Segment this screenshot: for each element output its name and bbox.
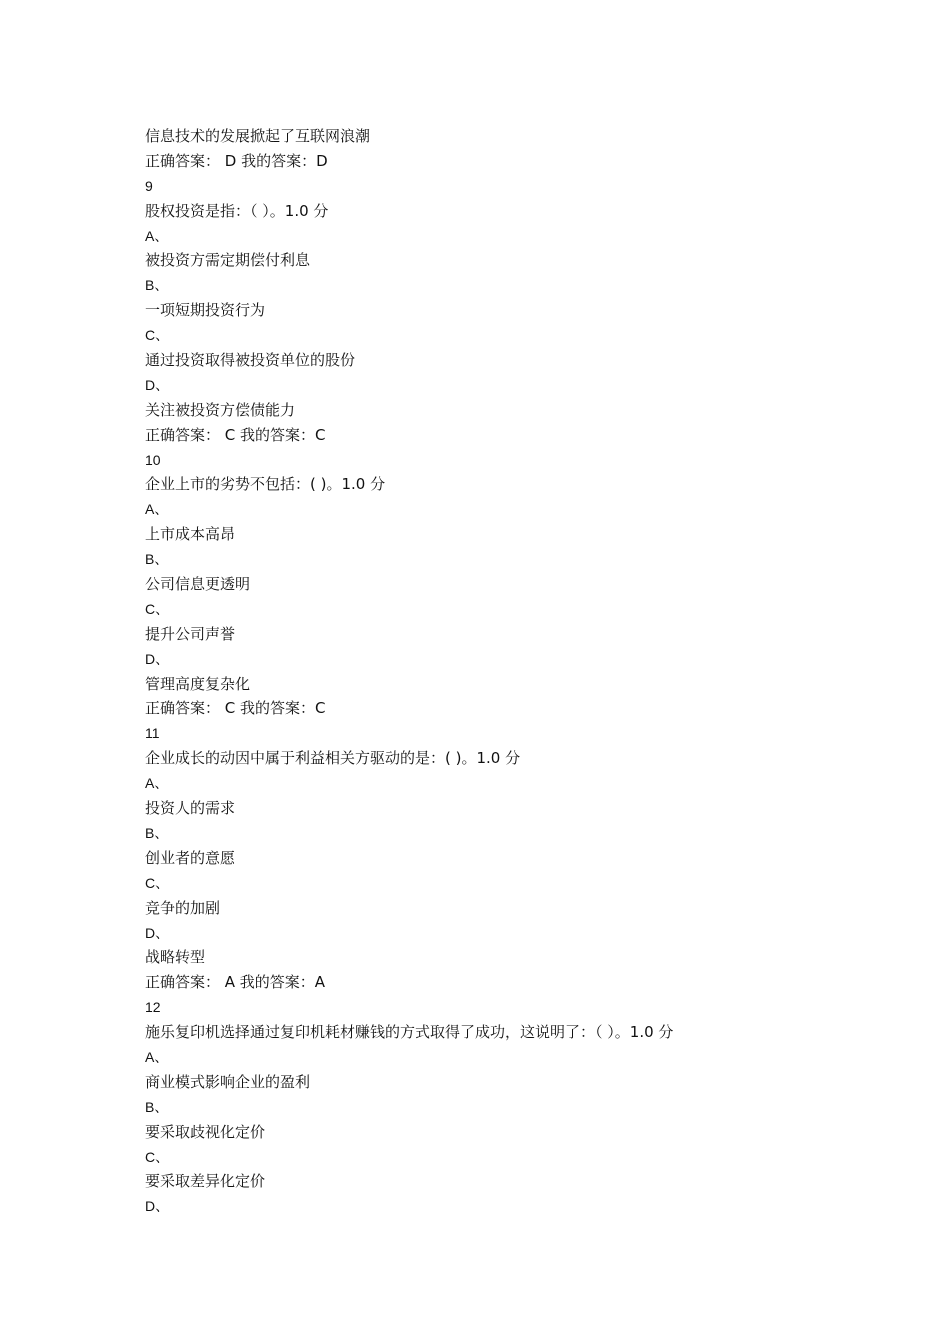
option-letter: A、 xyxy=(145,227,169,244)
option-text: 一项短期投资行为 xyxy=(145,301,266,320)
option-letter: D、 xyxy=(145,1198,170,1215)
option-letter: D、 xyxy=(145,376,170,393)
option-letter: B、 xyxy=(145,824,169,841)
option-letter: C、 xyxy=(145,874,170,891)
option-text: 商业模式影响企业的盈利 xyxy=(145,1072,311,1091)
answer-line: 正确答案： A 我的答案：A xyxy=(145,973,326,992)
option-text: 投资人的需求 xyxy=(145,799,236,818)
answer-line: 正确答案： C 我的答案：C xyxy=(145,425,326,444)
option-text: 公司信息更透明 xyxy=(145,575,251,594)
option-text: 竞争的加剧 xyxy=(145,898,221,917)
option-text: 要采取差异化定价 xyxy=(145,1172,266,1191)
question-text: 企业上市的劣势不包括：( )。1.0 分 xyxy=(145,475,386,494)
option-text: 被投资方需定期偿付利息 xyxy=(145,251,311,270)
option-letter: C、 xyxy=(145,600,170,617)
answer-line: 正确答案： D 我的答案：D xyxy=(145,151,328,170)
question-text: 施乐复印机选择通过复印机耗材赚钱的方式取得了成功，这说明了：（ ）。1.0 分 xyxy=(145,1023,674,1042)
option-text: 上市成本高昂 xyxy=(145,525,236,544)
option-text: 要采取歧视化定价 xyxy=(145,1122,266,1141)
question-number: 11 xyxy=(145,725,160,742)
option-letter: A、 xyxy=(145,775,169,792)
option-text: 创业者的意愿 xyxy=(145,848,236,867)
option-letter: B、 xyxy=(145,277,169,294)
document-body xyxy=(145,124,905,1219)
option-letter: A、 xyxy=(145,501,169,518)
option-letter: A、 xyxy=(145,1048,169,1065)
question-text: 企业成长的动因中属于利益相关方驱动的是：( )。1.0 分 xyxy=(145,749,521,768)
option-letter: B、 xyxy=(145,551,169,568)
question-number: 9 xyxy=(145,177,153,194)
option-text: 关注被投资方偿债能力 xyxy=(145,400,296,419)
option-letter: D、 xyxy=(145,650,170,667)
option-text: 通过投资取得被投资单位的股份 xyxy=(145,351,356,370)
option-letter: C、 xyxy=(145,327,170,344)
question-text: 信息技术的发展掀起了互联网浪潮 xyxy=(145,127,371,145)
option-text: 战略转型 xyxy=(145,948,206,967)
option-letter: D、 xyxy=(145,924,170,941)
option-text: 提升公司声誉 xyxy=(145,624,236,643)
question-number: 10 xyxy=(145,451,161,468)
question-number: 12 xyxy=(145,999,161,1016)
option-letter: B、 xyxy=(145,1098,169,1115)
option-text: 管理高度复杂化 xyxy=(145,674,251,693)
question-text: 股权投资是指：（ ）。1.0 分 xyxy=(145,201,329,220)
answer-line: 正确答案： C 我的答案：C xyxy=(145,699,326,718)
option-letter: C、 xyxy=(145,1148,170,1165)
